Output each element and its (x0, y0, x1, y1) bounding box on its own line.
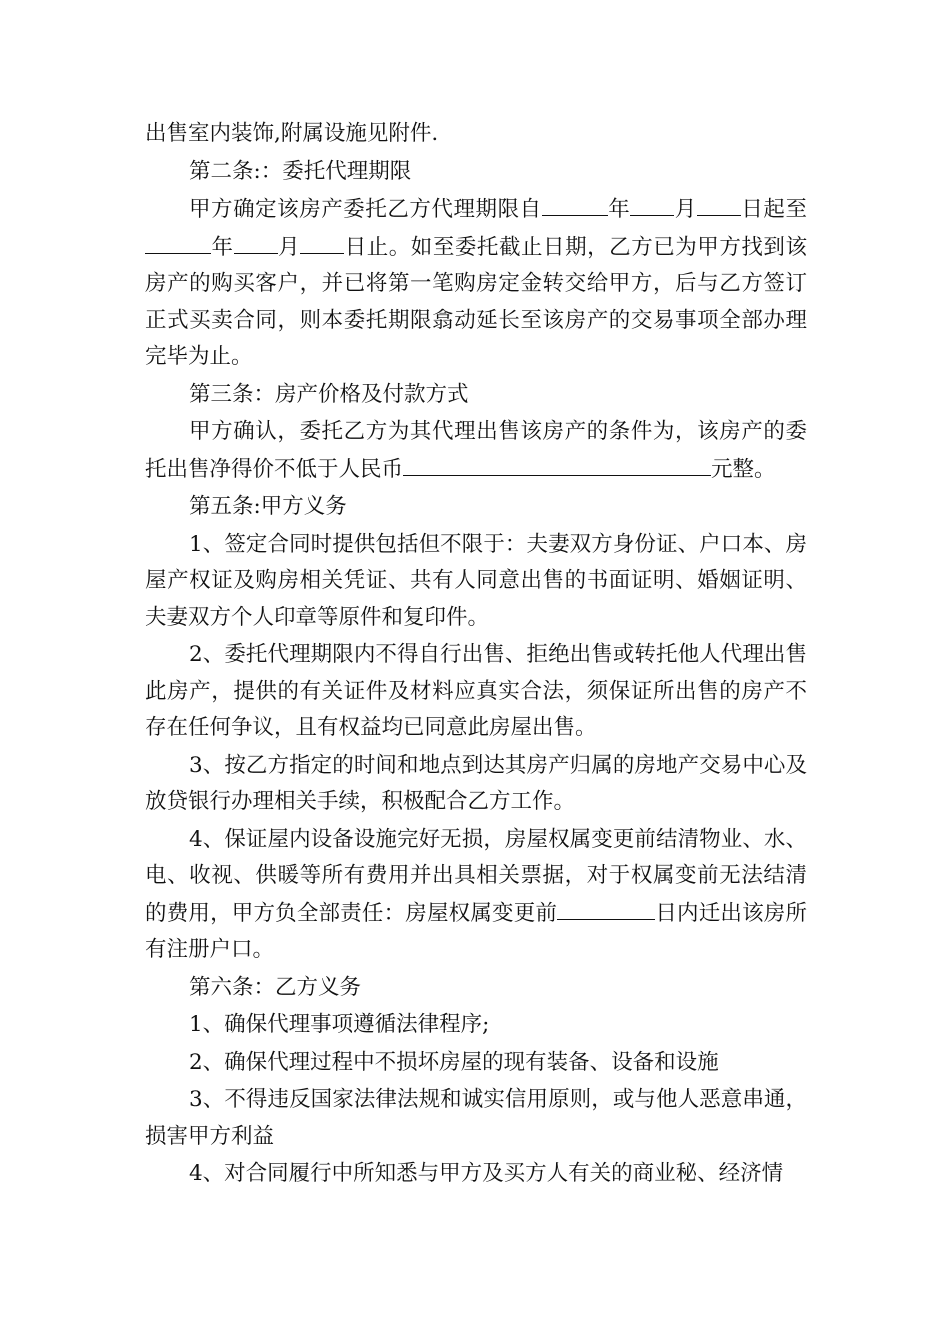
article-6-title: 第六条：乙方义务 (189, 974, 362, 1000)
article-3-title: 第三条：房产价格及付款方式 (189, 381, 469, 407)
blank-day-end (300, 229, 344, 254)
contract-text (145, 116, 807, 1193)
article-6-item-3: 3、不得违反国家法律法规和诚实信用原则，或与他人恶意串通，损害甲方利益 (145, 1087, 807, 1149)
blank-month-end (234, 229, 278, 254)
text-run: 甲方确认，委托乙方为其代理出售该房产的条件为，该房产的委托出售净得价不低于人民币 (145, 419, 807, 482)
article-6-item-1: 1、确保代理事项遵循法律程序; (189, 1012, 490, 1037)
article-5-item-4 (145, 822, 807, 969)
text-run: 4、保证屋内设备设施完好无损，房屋权属变更前结清物业、水、电、收视、供暖等所有费用并出具相关票据，对于权属变前无法结清的费用，甲方负全部责任：房屋权属变更前 (145, 826, 807, 926)
blank-price (403, 451, 711, 476)
text-run: 月 (277, 234, 301, 260)
text-run: 元整。 (711, 456, 776, 482)
article-6-item-4: 4、对合同履行中所知悉与甲方及买方人有关的商业秘、经济情 (189, 1161, 784, 1186)
blank-days (557, 895, 655, 920)
article-2-title: 第二条:：委托代理期限 (189, 158, 412, 184)
text-run: 年 (211, 234, 234, 260)
blank-day-start (697, 191, 741, 216)
text-run: 年 (607, 197, 631, 222)
blank-year-end (145, 229, 211, 254)
article-5-item-1: 1、签定合同时提供包括但不限于：夫妻双方身份证、户口本、房屋产权证及购房相关凭证、共有人同意出售的书面证明、婚姻证明、夫妻双方个人印章等原件和复印件。 (145, 531, 807, 630)
blank-month-start (630, 191, 674, 216)
article-5-title: 第五条:甲方义务 (189, 494, 347, 519)
blank-year-start (542, 191, 608, 216)
text-run: 月 (674, 197, 697, 222)
intro-tail-line: 出售室内装饰,附属设施见附件. (145, 121, 439, 146)
article-3-paragraph (145, 414, 807, 488)
article-2-paragraph (145, 191, 807, 376)
text-run: 日止。如至委托截止日期，乙方已为甲方找到该房产的购买客户，并已将第一笔购房定金转交给甲方，后与乙方签订正式买卖合同，则本委托期限翕动延长至该房产的交易事项全部办理完毕为止。 (145, 234, 807, 369)
article-5-item-2: 2、委托代理期限内不得自行出售、拒绝出售或转托他人代理出售此房产，提供的有关证件及材料应真实合法，须保证所出售的房产不存在任何争议，且有权益均已同意此房屋出售。 (145, 642, 807, 740)
article-6-item-2: 2、确保代理过程中不损坏房屋的现有装备、设备和设施 (189, 1049, 719, 1075)
text-run: 甲方确定该房产委托乙方代理期限自 (189, 197, 542, 222)
article-5-item-3: 3、按乙方指定的时间和地点到达其房产归属的房地产交易中心及放贷银行办理相关手续，积极配合乙方工作。 (145, 752, 807, 814)
text-run: 日起至 (740, 197, 807, 222)
text-run: 日内迁出该房所有注册户口。 (145, 900, 807, 962)
